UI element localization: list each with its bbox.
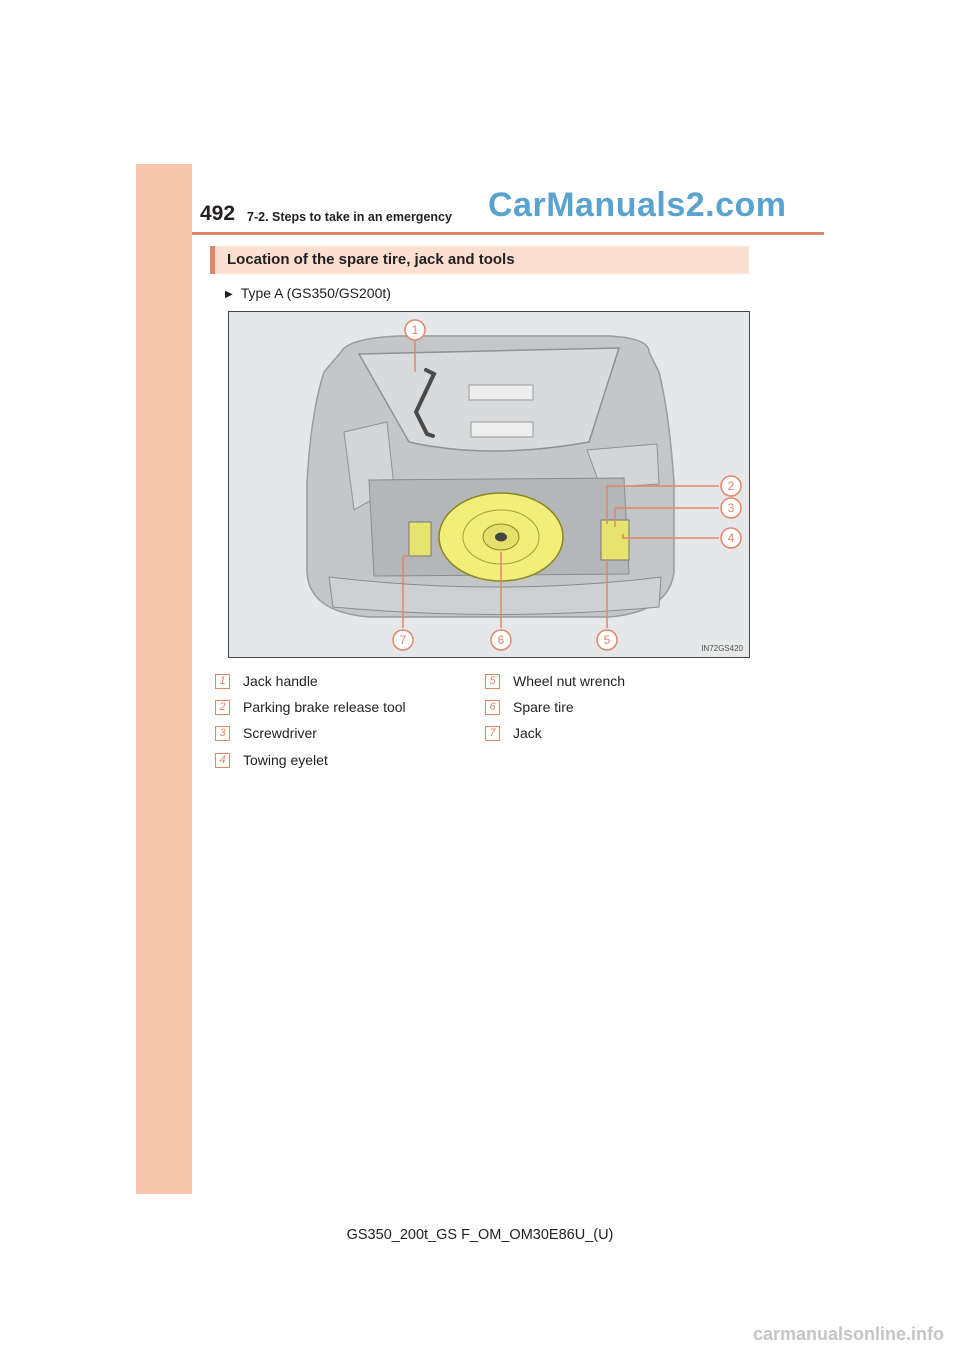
- callout-label-4: 4: [727, 531, 735, 545]
- trunk-illustration: [228, 311, 750, 658]
- legend-label: Jack handle: [243, 673, 318, 689]
- legend-item: [215, 671, 318, 691]
- callout-label-5: 5: [603, 633, 611, 647]
- legend-number: 5: [485, 674, 500, 689]
- spare-tire-center: [495, 533, 507, 542]
- legend-label: Parking brake release tool: [243, 699, 406, 715]
- jack: [409, 522, 431, 556]
- lid-panel: [469, 385, 533, 400]
- legend-label: Spare tire: [513, 699, 574, 715]
- legend-item: [215, 723, 317, 743]
- trunk-drawing: [229, 312, 749, 657]
- legend-item: [485, 671, 625, 691]
- legend-number: 4: [215, 753, 230, 768]
- page-number: 492: [200, 202, 236, 225]
- callout-label-2: 2: [727, 479, 735, 493]
- lid-panel: [471, 422, 533, 437]
- callout-label-3: 3: [727, 501, 735, 515]
- legend-number: 7: [485, 726, 500, 741]
- legend-number: 6: [485, 700, 500, 715]
- legend-label: Screwdriver: [243, 725, 317, 741]
- legend-item: [485, 697, 574, 717]
- section-title: 7-2. Steps to take in an emergency: [247, 210, 452, 224]
- type-line: [225, 285, 391, 301]
- legend-number: 1: [215, 674, 230, 689]
- section-heading-text: Location of the spare tire, jack and tools: [227, 251, 515, 268]
- bottom-watermark[interactable]: carmanualsonline.info: [752, 1324, 944, 1344]
- legend-label: Jack: [513, 725, 542, 741]
- legend-item: [215, 697, 406, 717]
- side-tab-bar: [136, 164, 192, 1194]
- callout-label-7: 7: [399, 633, 407, 647]
- type-label: Type A (GS350/GS200t): [240, 285, 391, 301]
- triangle-bullet-icon: ▶: [225, 289, 233, 300]
- legend-label: Towing eyelet: [243, 752, 328, 768]
- legend-number: 2: [215, 700, 230, 715]
- figure-code: IN72GS420: [701, 644, 743, 653]
- callout-label-6: 6: [497, 633, 505, 647]
- watermark-logo[interactable]: CarManuals2.com: [488, 186, 787, 224]
- legend-label: Wheel nut wrench: [513, 673, 626, 689]
- legend-item: [215, 750, 328, 770]
- callout-label-1: 1: [411, 323, 419, 337]
- legend-item: [485, 723, 542, 743]
- footer-code: GS350_200t_GS F_OM_OM30E86U_(U): [346, 1227, 614, 1243]
- legend-number: 3: [215, 726, 230, 741]
- section-heading: [210, 246, 749, 274]
- header-rule: [192, 232, 824, 235]
